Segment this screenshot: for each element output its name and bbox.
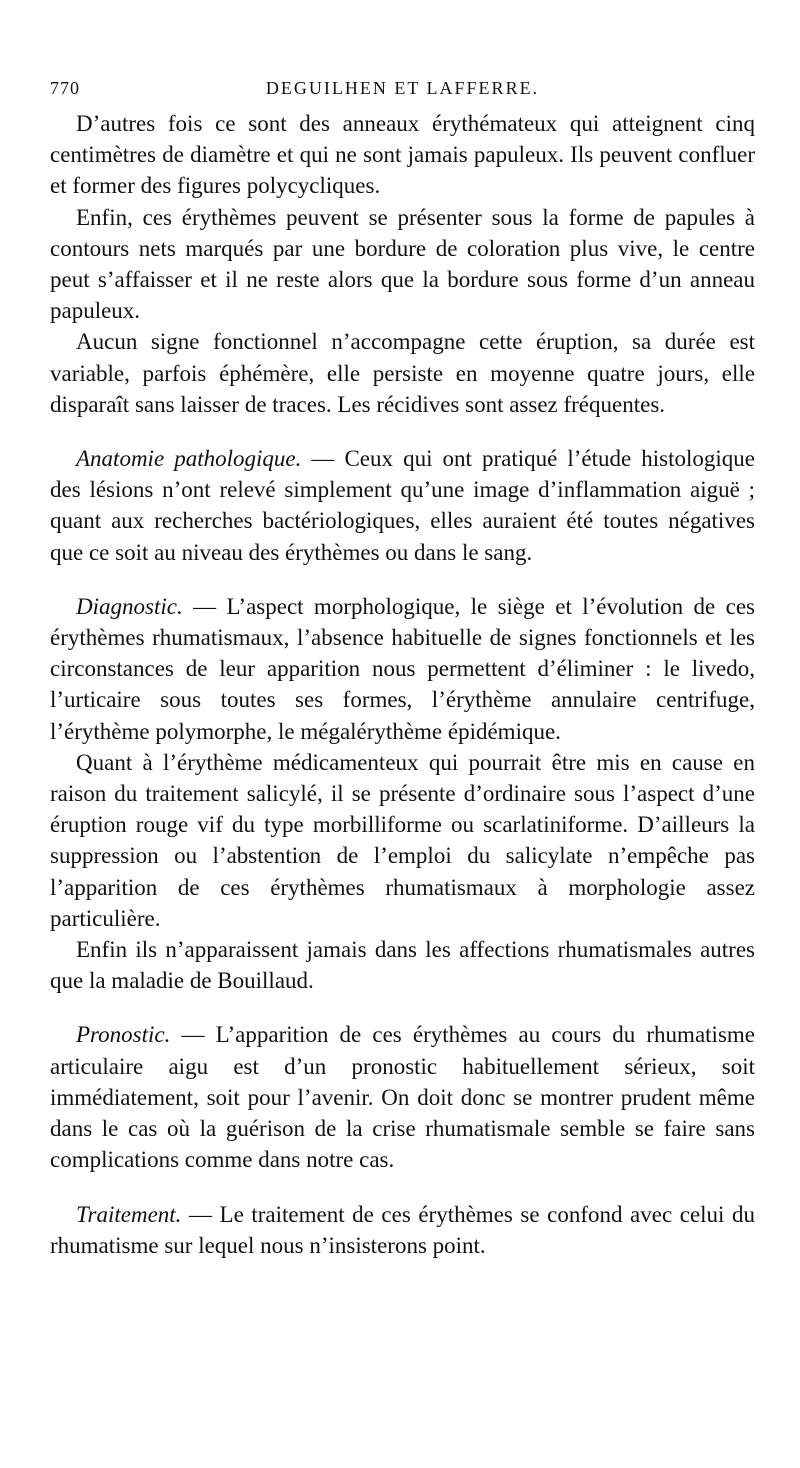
section-anatomie-pathologique: [50, 443, 755, 568]
paragraph-text: Enfin ils n’apparaissent jamais dans les affections rhumatismales autres que la maladie de Bouillaud.: [50, 937, 755, 994]
paragraph-text: — L’aspect morphologique, le siège et l’évolution de ces érythèmes rhumatismaux, l’absence habituelle de signes fonctionnels et les circonstances de leur apparition nous permettent d’éliminer : le livedo, l’urticaire sous toutes ses formes, l’érythème annulaire centrifuge, l’érythème polymorphe, le mégalérythème épidémique.: [50, 593, 755, 744]
paragraph-medicamentous-erythema: [50, 747, 755, 934]
paragraph-text: — Le traitement de ces érythèmes se confond avec celui du rhumatisme sur lequel nous n’insisterons point.: [50, 1201, 755, 1258]
paragraph-text: Aucun signe fonctionnel n’accompagne cette éruption, sa durée est variable, parfois éphémère, elle persiste en moyenne quatre jours, elle disparaît sans laisser de traces. Les récidives sont assez fréquentes.: [50, 329, 755, 417]
section-heading: Traitement.: [76, 1201, 182, 1227]
section-heading: Anatomie pathologique.: [76, 446, 302, 472]
paragraph-papular-form: [50, 202, 755, 327]
paragraph-text: — L’apparition de ces érythèmes au cours du rhumatisme articulaire aigu est d’un pronostic habituellement sérieux, soit immédiatement, soit pour l’avenir. On doit donc se montrer prudent même dans le cas où la guérison de la crise rhumatismale semble se faire sans complications comme dans notre cas.: [50, 1022, 755, 1173]
section-pronostic: [50, 1019, 755, 1175]
running-title: DEGUILHEN ET LAFFERRE.: [265, 78, 540, 98]
section-heading: Pronostic.: [76, 1022, 171, 1048]
paragraph-text: — Ceux qui ont pratiqué l’étude histologique des lésions n’ont relevé simplement qu’une image d’inflammation aiguë ; quant aux recherches bactériologiques, elles auraient été toutes négatives que ce soit au niveau des érythèmes ou dans le sang.: [50, 446, 756, 565]
page-number: 770: [50, 78, 80, 98]
book-page: [50, 78, 755, 1261]
running-head: [50, 78, 755, 108]
paragraph-text: D’autres fois ce sont des anneaux érythémateux qui atteignent cinq centimètres de diamètre et qui ne sont jamais papuleux. Ils peuvent confluer et former des figures polycycliques.: [50, 111, 755, 199]
paragraph-bouillaud: [50, 934, 755, 996]
section-diagnostic: [50, 591, 755, 747]
section-traitement: [50, 1199, 755, 1261]
paragraph-text: Quant à l’érythème médicamenteux qui pourrait être mis en cause en raison du traitement salicylé, il se présente d’ordinaire sous l’aspect d’une éruption rouge vif du type morbilliforme ou scarlatiniforme. D’ailleurs la suppression ou l’abstention de l’emploi du salicylate n’empêche pas l’apparition de ces érythèmes rhumatismaux à morphologie assez particulière.: [50, 749, 755, 931]
paragraph-duration: [50, 326, 755, 420]
paragraph-annular-erythema: [50, 108, 755, 202]
section-heading: Diagnostic.: [76, 593, 183, 619]
paragraph-text: Enfin, ces érythèmes peuvent se présenter sous la forme de papules à contours nets marqués par une bordure de coloration plus vive, le centre peut s’affaisser et il ne reste alors que la bordure sous forme d’un anneau papuleux.: [50, 204, 755, 324]
